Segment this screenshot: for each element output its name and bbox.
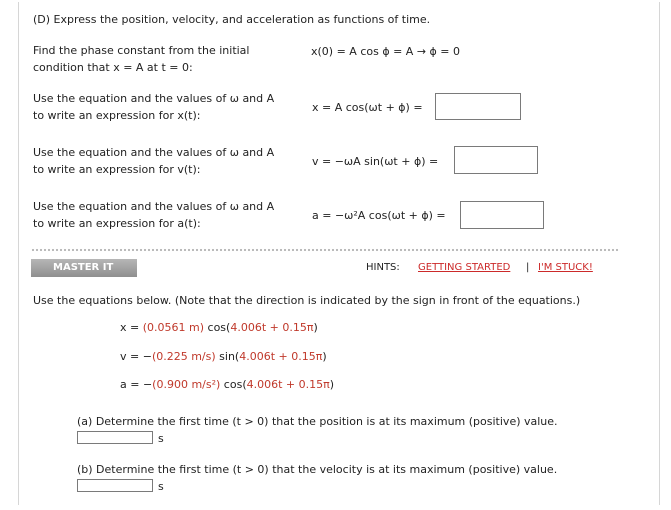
given-acceleration-equation (120, 378, 334, 391)
velocity-equation: v = −ωA sin(ωt + ϕ) = (312, 155, 439, 168)
im-stuck-link[interactable]: I'M STUCK! (538, 262, 593, 273)
given-velocity-equation (120, 350, 327, 363)
eq-v-lhs: v = − (120, 350, 152, 363)
master-it-intro: Use the equations below. (Note that the direction is indicated by the sign in front of the equations.) (33, 294, 581, 307)
master-it-badge: MASTER IT (31, 259, 137, 277)
eq-a-close: ) (329, 378, 335, 391)
eq-x-func: cos( (204, 321, 231, 334)
hints-separator: | (526, 262, 530, 273)
hints-label: HINTS: (366, 262, 400, 273)
question-a-answer-input[interactable] (77, 431, 153, 444)
position-instruction-line1: Use the equation and the values of ω and A (33, 92, 275, 105)
question-b-unit: s (158, 480, 164, 493)
eq-a-argument: 4.006t + 0.15π (246, 378, 330, 391)
phase-instruction-line1: Find the phase constant from the initial (33, 44, 250, 57)
acceleration-instruction-line2: to write an expression for a(t): (33, 217, 201, 230)
section-divider (31, 248, 620, 252)
position-answer-input[interactable] (435, 93, 521, 120)
question-a-unit: s (158, 432, 164, 445)
eq-x-close: ) (313, 321, 318, 334)
acceleration-instruction-line1: Use the equation and the values of ω and A (33, 200, 275, 213)
question-b-answer-input[interactable] (77, 479, 153, 492)
eq-x-amplitude: (0.0561 m) (142, 321, 205, 334)
eq-a-amplitude: (0.900 m/s²) (152, 378, 221, 391)
eq-v-close: ) (322, 350, 327, 363)
eq-x-lhs: x = (120, 321, 143, 334)
velocity-instruction-line2: to write an expression for v(t): (33, 163, 201, 176)
eq-a-func: cos( (220, 378, 247, 391)
eq-v-amplitude: (0.225 m/s) (151, 350, 216, 363)
phase-equation: x(0) = A cos ϕ = A → ϕ = 0 (311, 45, 460, 58)
getting-started-link[interactable]: GETTING STARTED (418, 262, 511, 273)
position-instruction-line2: to write an expression for x(t): (33, 109, 201, 122)
eq-a-lhs: a = − (120, 378, 153, 391)
eq-v-func: sin( (215, 350, 240, 363)
acceleration-answer-input[interactable] (460, 201, 544, 229)
given-position-equation (120, 321, 318, 334)
eq-v-argument: 4.006t + 0.15π (239, 350, 323, 363)
part-d-heading: (D) Express the position, velocity, and acceleration as functions of time. (33, 13, 431, 26)
eq-x-argument: 4.006t + 0.15π (230, 321, 314, 334)
phase-instruction-line2: condition that x = A at t = 0: (33, 61, 193, 74)
velocity-instruction-line1: Use the equation and the values of ω and A (33, 146, 275, 159)
question-a-text: (a) Determine the first time (t > 0) that the position is at its maximum (positive) value. (77, 415, 558, 428)
position-equation: x = A cos(ωt + ϕ) = (312, 101, 423, 114)
velocity-answer-input[interactable] (454, 146, 538, 174)
acceleration-equation: a = −ω²A cos(ωt + ϕ) = (312, 209, 446, 222)
question-b-text: (b) Determine the first time (t > 0) that the velocity is at its maximum (positive) value. (77, 463, 558, 476)
content-frame (18, 2, 660, 505)
